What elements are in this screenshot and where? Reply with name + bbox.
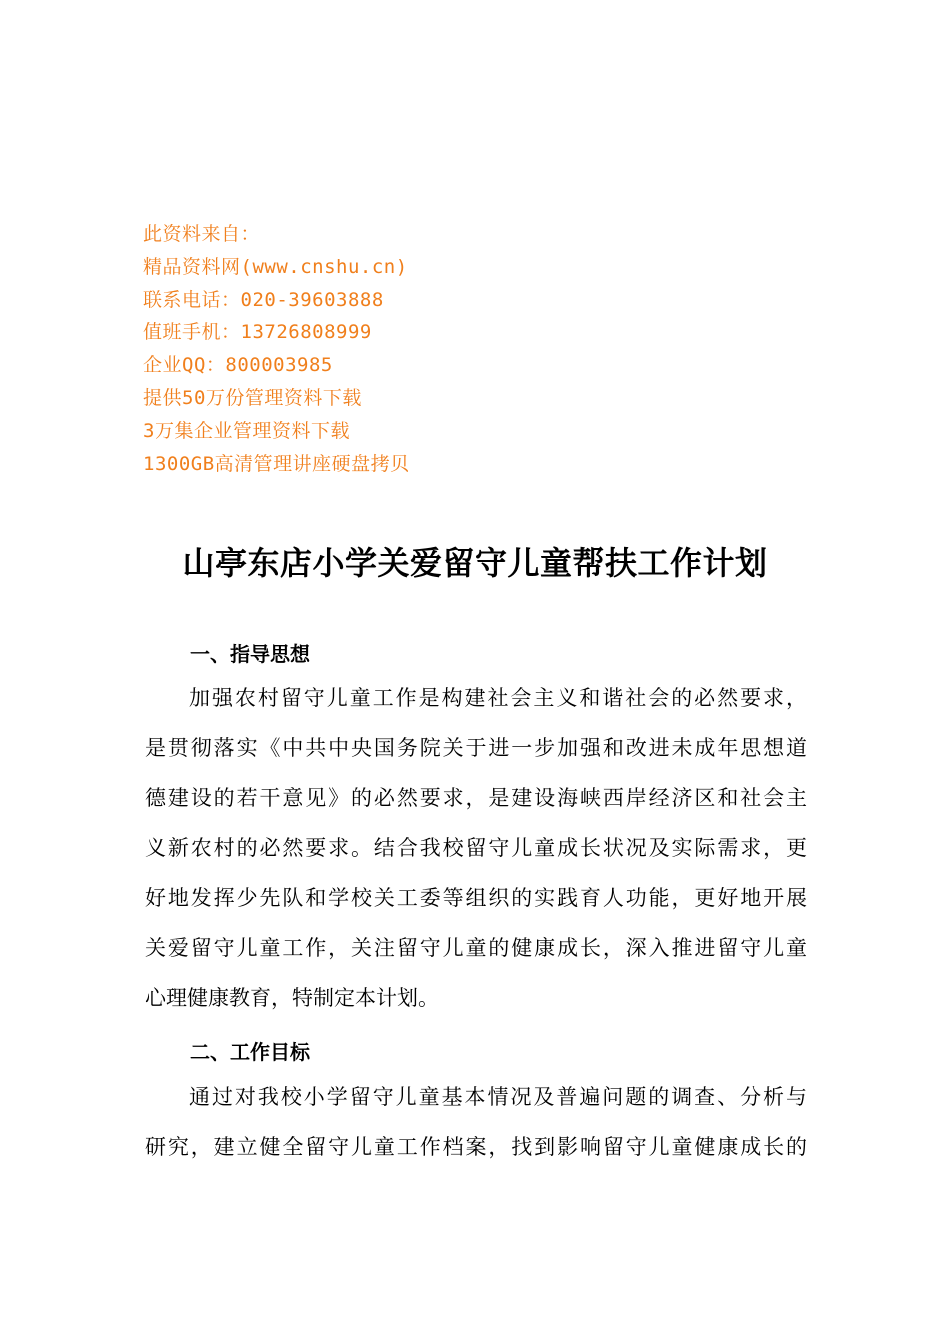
paragraph-line: 心理健康教育，特制定本计划。 xyxy=(145,986,439,1010)
section-heading-guiding-ideology: 一、指导思想 xyxy=(190,642,310,666)
source-line: 3万集企业管理资料下载 xyxy=(143,419,350,442)
paragraph-line: 研究，建立健全留守儿童工作档案，找到影响留守儿童健康成长的 xyxy=(145,1135,807,1159)
section-paragraph xyxy=(145,1072,807,1172)
source-phone: 联系电话：020-39603888 xyxy=(143,288,384,311)
paragraph-line: 关爱留守儿童工作，关注留守儿童的健康成长，深入推进留守儿童 xyxy=(145,936,807,960)
source-qq: 企业QQ：800003985 xyxy=(143,354,333,377)
source-mobile: 值班手机：13726808999 xyxy=(143,321,372,344)
document-title: 山亭东店小学关爱留守儿童帮扶工作计划 xyxy=(182,544,768,582)
source-info-block xyxy=(143,218,563,480)
source-line: 此资料来自： xyxy=(143,223,261,245)
section-paragraph xyxy=(145,673,807,1023)
paragraph-line: 加强农村留守儿童工作是构建社会主义和谐社会的必然要求， xyxy=(189,686,807,710)
source-line: 提供50万份管理资料下载 xyxy=(143,386,362,409)
paragraph-line: 德建设的若干意见》的必然要求，是建设海峡西岸经济区和社会主 xyxy=(145,786,807,810)
paragraph-line: 义新农村的必然要求。结合我校留守儿童成长状况及实际需求，更 xyxy=(145,836,807,860)
source-line: 1300GB高清管理讲座硬盘拷贝 xyxy=(143,452,410,475)
source-website-link[interactable]: 精品资料网(www.cnshu.cn) xyxy=(143,255,408,278)
paragraph-line: 好地发挥少先队和学校关工委等组织的实践育人功能，更好地开展 xyxy=(145,886,807,910)
section-heading-work-goals: 二、工作目标 xyxy=(190,1040,310,1064)
paragraph-line: 是贯彻落实《中共中央国务院关于进一步加强和改进未成年思想道 xyxy=(145,736,807,760)
paragraph-line: 通过对我校小学留守儿童基本情况及普遍问题的调查、分析与 xyxy=(189,1085,807,1109)
